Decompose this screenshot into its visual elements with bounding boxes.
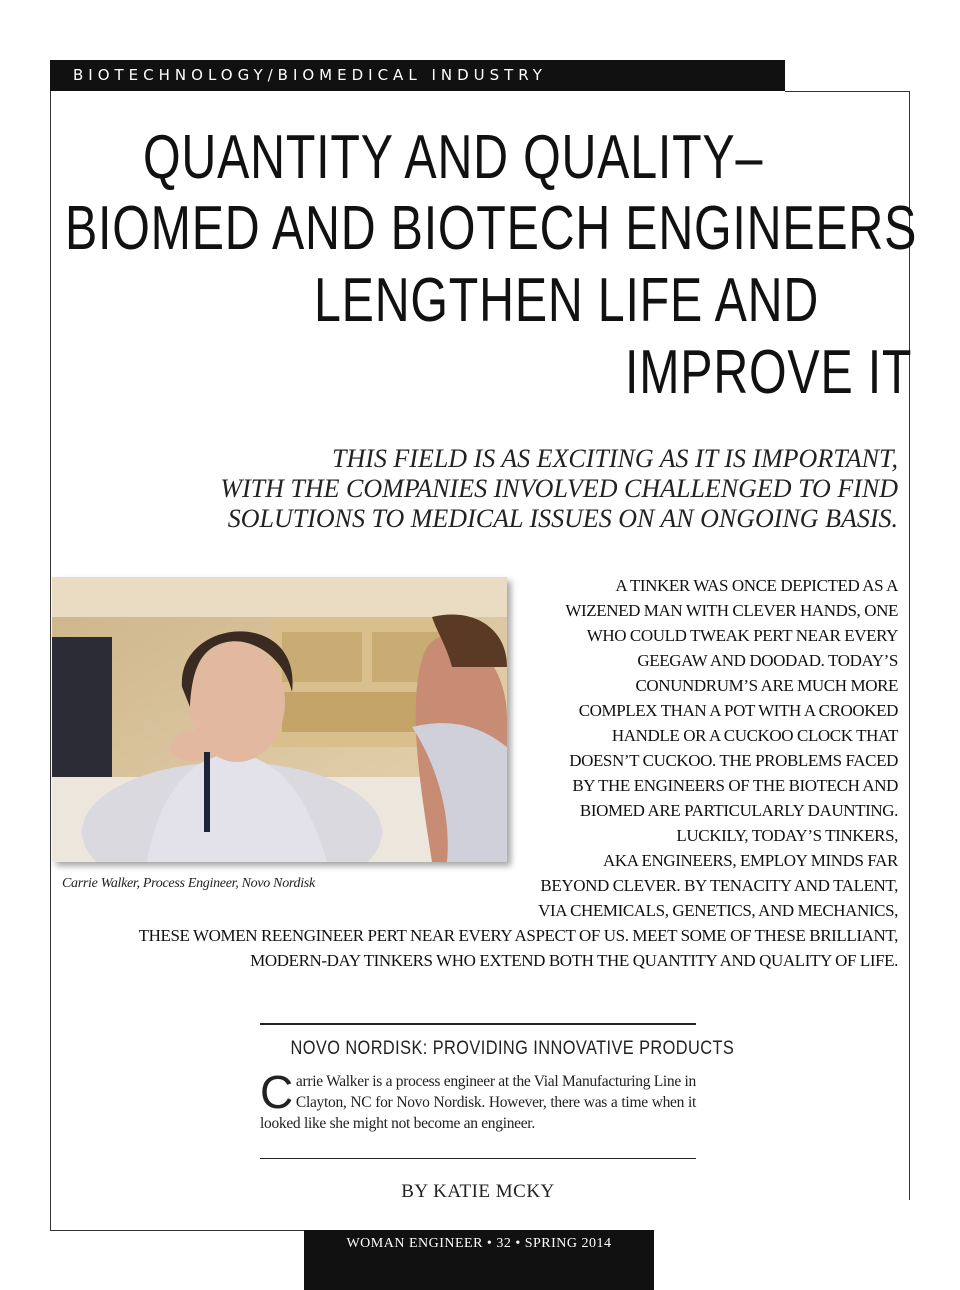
engineer-photo-illustration xyxy=(52,577,507,862)
section-label: BIOTECHNOLOGY/BIOMEDICAL INDUSTRY xyxy=(73,66,547,84)
lede-text: arrie Walker is a process engineer at the Vial Manufacturing Line in Clayton, NC for Novo Nordisk. However, there was a time when it looked like she might not become an engineer. xyxy=(260,1073,696,1132)
intro-line: CONUNDRUM’S ARE MUCH MORE xyxy=(635,676,898,695)
intro-line: BEYOND CLEVER. BY TENACITY AND TALENT, xyxy=(540,876,898,895)
deck-line-1: THIS FIELD IS AS EXCITING AS IT IS IMPORTANT, xyxy=(332,444,898,473)
intro-line: BY THE ENGINEERS OF THE BIOTECH AND xyxy=(572,776,898,795)
intro-line: HANDLE OR A CUCKOO CLOCK THAT xyxy=(611,726,898,745)
deck-line-3: SOLUTIONS TO MEDICAL ISSUES ON AN ONGOING BASIS. xyxy=(227,504,898,533)
intro-line: WIZENED MAN WITH CLEVER HANDS, ONE xyxy=(565,601,898,620)
intro-line: DOESN’T CUCKOO. THE PROBLEMS FACED xyxy=(569,751,898,770)
sidebar-lede xyxy=(260,1066,696,1134)
photo-caption: Carrie Walker, Process Engineer, Novo Nordisk xyxy=(62,876,315,891)
drop-cap: C xyxy=(260,1066,293,1118)
engineer-photo xyxy=(52,577,507,862)
intro-line: VIA CHEMICALS, GENETICS, AND MECHANICS, xyxy=(538,901,898,920)
intro-line: MODERN-DAY TINKERS WHO EXTEND BOTH THE QUANTITY AND QUALITY OF LIFE. xyxy=(250,951,898,970)
frame-line-top xyxy=(785,91,910,92)
byline: BY KATIE MCKY xyxy=(401,1181,555,1202)
headline-line-3: LENGTHEN LIFE AND xyxy=(314,266,820,335)
sidebar-rule-bottom xyxy=(260,1158,696,1159)
frame-line-left xyxy=(50,91,51,1231)
deck-line-2: WITH THE COMPANIES INVOLVED CHALLENGED TO FIND xyxy=(220,474,898,503)
sidebar-heading: NOVO NORDISK: PROVIDING INNOVATIVE PRODUCTS xyxy=(290,1038,735,1059)
frame-line-bottom xyxy=(50,1230,304,1231)
intro-line: COMPLEX THAN A POT WITH A CROOKED xyxy=(578,701,898,720)
intro-line: GEEGAW AND DOODAD. TODAY’S xyxy=(637,651,898,670)
headline-line-1: QUANTITY AND QUALITY– xyxy=(143,123,764,192)
headline-line-2: BIOMED AND BIOTECH ENGINEERS xyxy=(65,194,918,263)
intro-line: AKA ENGINEERS, EMPLOY MINDS FAR xyxy=(602,851,898,870)
intro-line: BIOMED ARE PARTICULARLY DAUNTING. xyxy=(579,801,898,820)
sidebar-rule-top xyxy=(260,1023,696,1025)
intro-line: LUCKILY, TODAY’S TINKERS, xyxy=(676,826,898,845)
headline-line-4: IMPROVE IT xyxy=(625,338,913,407)
footer-folio: WOMAN ENGINEER • 32 • SPRING 2014 xyxy=(346,1236,612,1251)
intro-line: WHO COULD TWEAK PERT NEAR EVERY xyxy=(586,626,898,645)
intro-line: THESE WOMEN REENGINEER PERT NEAR EVERY ASPECT OF US. MEET SOME OF THESE BRILLIANT, xyxy=(138,926,898,945)
intro-line: A TINKER WAS ONCE DEPICTED AS A xyxy=(615,576,898,595)
